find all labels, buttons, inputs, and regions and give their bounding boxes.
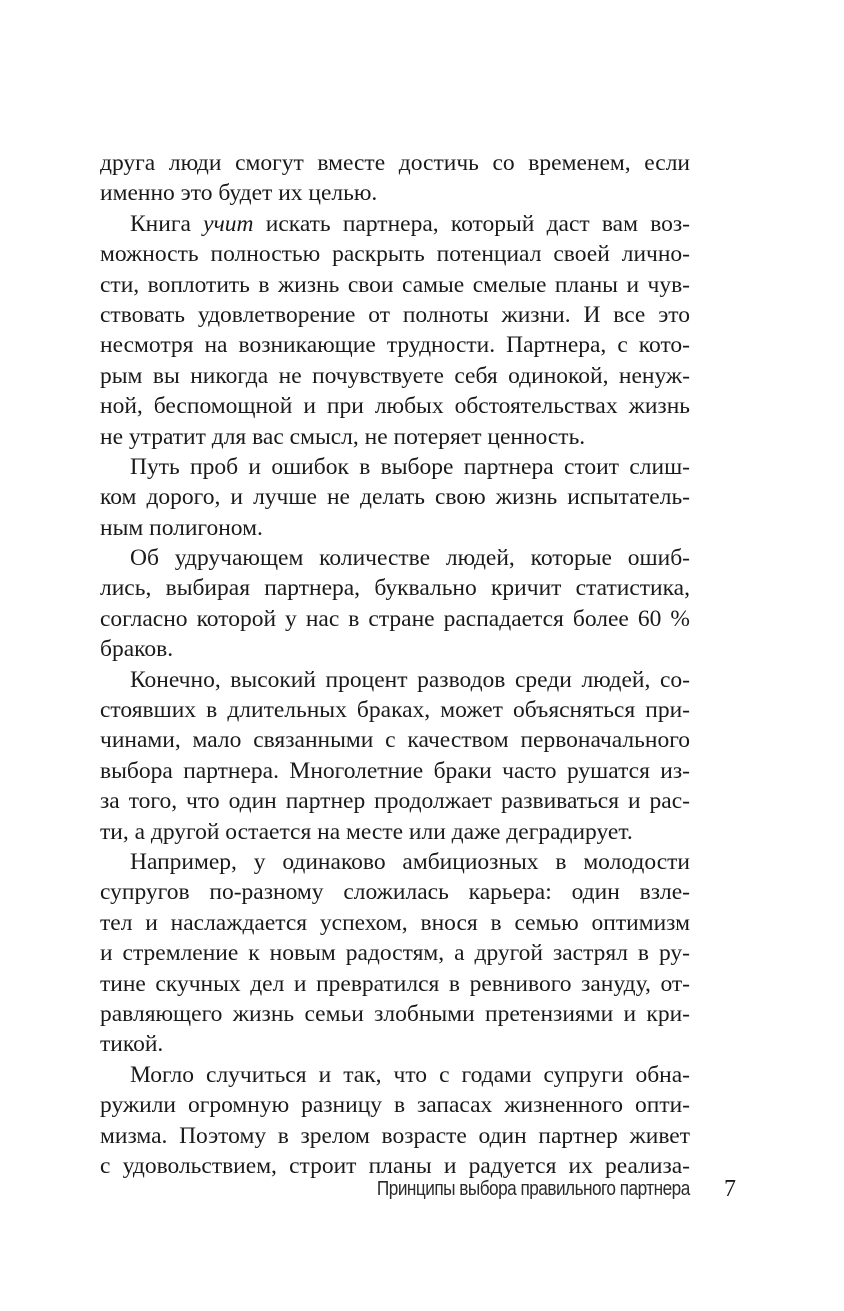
text-line: и стремление к новым радостям, а другой застрял в ру- <box>100 940 690 967</box>
text-line: сти, воплотить в жизнь свои самые смелые планы и чув- <box>100 271 690 298</box>
text-line: тине скучных дел и превратился в ревнивого зануду, от- <box>100 970 690 997</box>
text-line: тикой. <box>100 1031 164 1058</box>
text-line: ной, беспомощной и при любых обстоятельствах жизнь <box>100 393 690 420</box>
page-body-text <box>100 148 690 1181</box>
text-line: именно это будет их целью. <box>100 180 378 207</box>
text-line: Об удручающем количестве людей, которые ошиб- <box>130 545 690 572</box>
text-line: лись, выбирая партнера, буквально кричит статистика, <box>100 575 690 602</box>
text-fragment: искать партнера, который даст вам воз- <box>265 210 691 237</box>
text-line: не утратит для вас смысл, не потеряет ценность. <box>100 423 586 450</box>
text-line: Например, у одинаково амбициозных в молодости <box>130 848 690 875</box>
text-line: стоявших в длительных браках, может объясняться при- <box>100 697 690 724</box>
text-line: Конечно, высокий процент разводов среди людей, со- <box>130 666 690 693</box>
emphasis-word: учит <box>203 210 254 237</box>
text-fragment: Книга <box>130 210 191 237</box>
text-line: ствовать удовлетворение от полноты жизни. И все это <box>100 301 690 328</box>
text-line: чинами, мало связанными с качеством первоначального <box>100 727 690 754</box>
text-line: ным полигоном. <box>100 514 263 541</box>
text-line: браков. <box>100 636 174 663</box>
text-line: согласно которой у нас в стране распадается более 60 % <box>100 605 690 632</box>
text-line: выбора партнера. Многолетние браки часто рушатся из- <box>100 757 690 784</box>
text-line: равляющего жизнь семьи злобными претензиями и кри- <box>100 1000 690 1027</box>
running-head: Принципы выбора правильного партнера <box>377 1178 690 1200</box>
page-footer <box>100 1176 736 1212</box>
text-line: несмотря на возникающие трудности. Партнера, с кото- <box>100 332 690 359</box>
text-line: ружили огромную разницу в запасах жизненного опти- <box>100 1092 690 1119</box>
page-number: 7 <box>724 1176 736 1202</box>
text-line: можность полностью раскрыть потенциал своей лично- <box>100 241 690 268</box>
text-line <box>100 209 690 239</box>
text-line: тел и наслаждается успехом, внося в семью оптимизм <box>100 909 690 936</box>
text-line: с удовольствием, строит планы и радуется их реализа- <box>100 1152 690 1179</box>
text-line: друга люди смогут вместе достичь со временем, если <box>100 150 690 176</box>
text-line: Могло случиться и так, что с годами супруги обна- <box>130 1061 690 1088</box>
text-line: Путь проб и ошибок в выборе партнера стоит слиш- <box>130 453 690 480</box>
text-line: ти, а другой остается на месте или даже деградирует. <box>100 818 633 845</box>
text-line: за того, что один партнер продолжает развиваться и рас- <box>100 788 690 815</box>
text-line: рым вы никогда не почувствуете себя одинокой, ненуж- <box>100 362 690 389</box>
text-line: мизма. Поэтому в зрелом возрасте один партнер живет <box>100 1122 690 1149</box>
text-line: ком дорого, и лучше не делать свою жизнь испытатель- <box>100 484 690 511</box>
text-line: супругов по-разному сложилась карьера: один взле- <box>100 879 690 906</box>
